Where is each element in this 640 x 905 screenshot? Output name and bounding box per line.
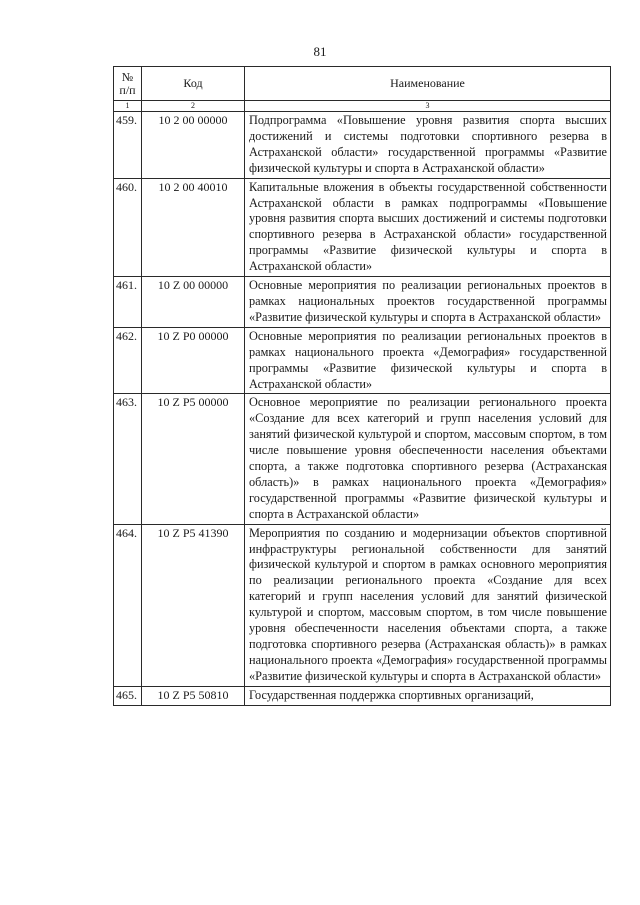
table-row [114, 112, 611, 179]
table-row [114, 178, 611, 276]
table-row [114, 524, 611, 686]
row-number: 459. [114, 112, 142, 179]
row-code: 10 Z P5 50810 [142, 686, 245, 705]
column-index-1: 1 [114, 101, 142, 112]
row-code: 10 Z P0 00000 [142, 327, 245, 394]
row-code: 10 2 00 00000 [142, 112, 245, 179]
row-number: 461. [114, 277, 142, 328]
row-name: Капитальные вложения в объекты государственной собственности Астраханской области в рамках подпрограммы «Повышение уровня развития спорта высших достижений и системы подготовки спортивного резерва в Астраханской области» государственной программы «Развитие физической культуры и спорта в Астраханской области» [245, 178, 611, 276]
header-code: Код [142, 67, 245, 101]
table-row [114, 686, 611, 705]
row-code: 10 Z 00 00000 [142, 277, 245, 328]
row-name: Основные мероприятия по реализации региональных проектов в рамках национального проекта «Демография» государственной программы «Развитие физической культуры и спорта в Астраханской области» [245, 327, 611, 394]
row-code: 10 Z P5 00000 [142, 394, 245, 524]
row-number: 460. [114, 178, 142, 276]
header-number: № п/п [114, 67, 142, 101]
column-index-3: 3 [245, 101, 611, 112]
row-name: Подпрограмма «Повышение уровня развития спорта высших достижений и системы подготовки спортивного резерва в Астраханской области» государственной программы «Развитие физической культуры и спорта в Астраханской области» [245, 112, 611, 179]
row-code: 10 2 00 40010 [142, 178, 245, 276]
table-row [114, 327, 611, 394]
row-name: Мероприятия по созданию и модернизации объектов спортивной инфраструктуры региональной собственности для занятий физической культурой и спортом в рамках основного мероприятия по реализации регионального проекта «Создание для всех категорий и групп населения условий для занятий физической культурой и спортом, массовым спортом, в том числе повышение уровня обеспеченности населения объектами спорта, а также подготовка спортивного резерва (Астраханская область)» в рамках национального проекта «Демография» государственной программы «Развитие физической культуры и спорта в Астраханской области» [245, 524, 611, 686]
table-row [114, 394, 611, 524]
header-name: Наименование [245, 67, 611, 101]
row-code: 10 Z P5 41390 [142, 524, 245, 686]
row-number: 465. [114, 686, 142, 705]
page-number: 81 [313, 44, 327, 59]
row-number: 462. [114, 327, 142, 394]
row-name: Основное мероприятие по реализации регионального проекта «Создание для всех категорий и групп населения условий для занятий физической культурой и спортом, массовым спортом, в том числе повышение уровня обеспеченности населения объектами спорта, а также подготовка спортивного резерва (Астраханская область)» в рамках национального проекта «Демография» государственной программы «Развитие физической культуры и спорта в Астраханской области» [245, 394, 611, 524]
column-index-2: 2 [142, 101, 245, 112]
table-row [114, 277, 611, 328]
row-number: 463. [114, 394, 142, 524]
row-name: Государственная поддержка спортивных организаций, [245, 686, 611, 705]
table-header-row [114, 67, 611, 101]
row-name: Основные мероприятия по реализации региональных проектов в рамках национальных проектов государственной программы «Развитие физической культуры и спорта в Астраханской области» [245, 277, 611, 328]
column-index-row [114, 101, 611, 112]
row-number: 464. [114, 524, 142, 686]
budget-classification-table [113, 66, 611, 706]
